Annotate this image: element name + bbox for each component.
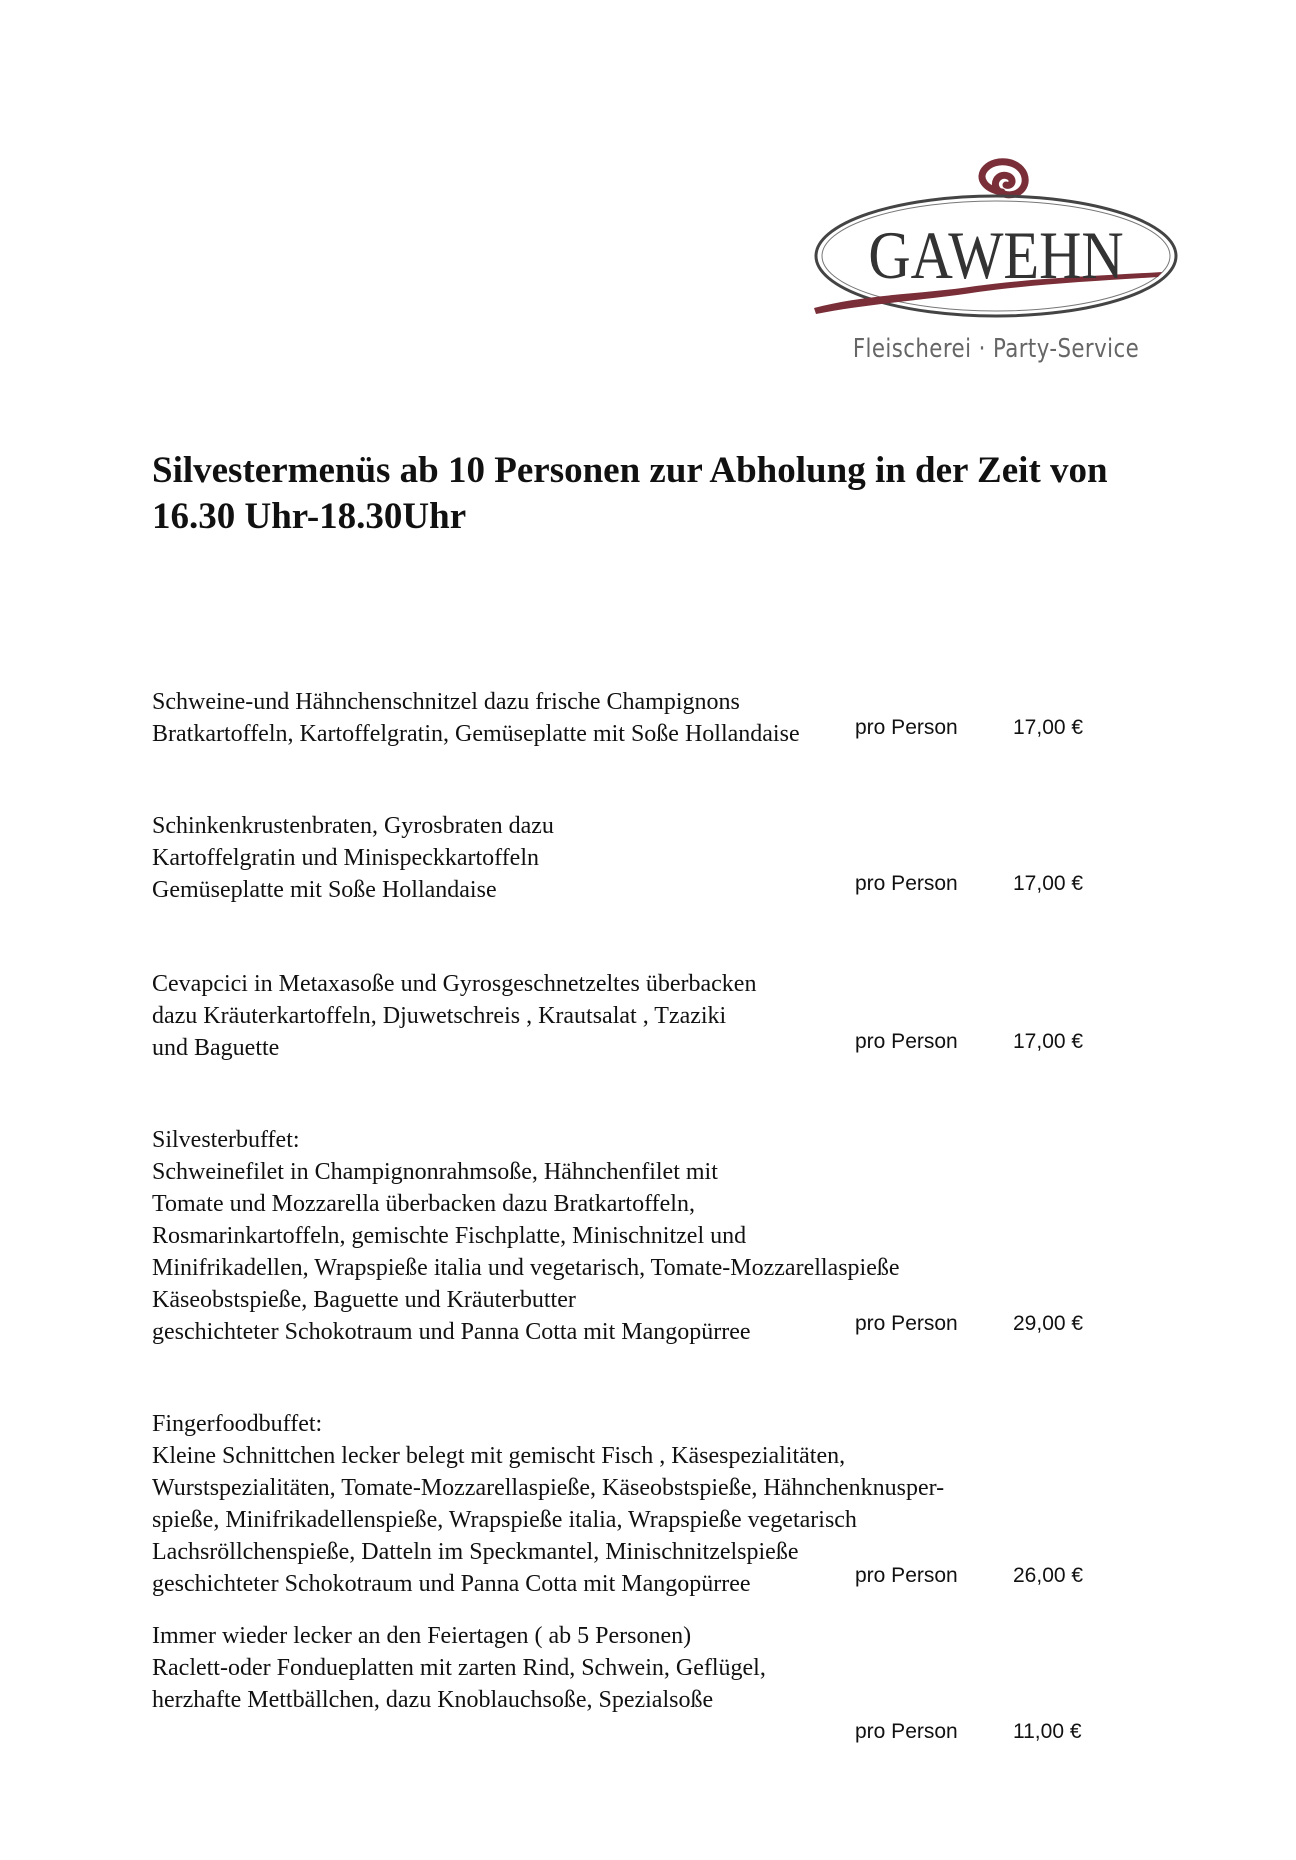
price-amount: 17,00 €: [1013, 716, 1084, 739]
price-unit: pro Person: [855, 716, 958, 739]
menu-line: Silvesterbuffet:: [152, 1127, 300, 1153]
menu-line: Wurstspezialitäten, Tomate-Mozzarellaspieße, Käseobstspieße, Hähnchenknusper-: [152, 1475, 945, 1501]
menu-line: Rosmarinkartoffeln, gemischte Fischplatte, Minischnitzel und: [152, 1223, 747, 1249]
price-unit: pro Person: [855, 1030, 958, 1053]
menu-line: geschichteter Schokotraum und Panna Cotta mit Mangopürree: [152, 1319, 751, 1345]
menu-item: [152, 1124, 1152, 1348]
menu-description: [152, 1408, 1152, 1600]
company-logo: [806, 156, 1186, 376]
swirl-icon: [982, 162, 1025, 195]
menu-line: Tomate und Mozzarella überbacken dazu Bratkartoffeln,: [152, 1191, 695, 1217]
menu-item: [152, 1620, 1152, 1743]
menu-line: Gemüseplatte mit Soße Hollandaise: [152, 877, 497, 903]
menu-description: [152, 810, 1152, 906]
menu-line: Cevapcici in Metaxasoße und Gyrosgeschnetzeltes überbacken: [152, 971, 757, 997]
price-amount: 29,00 €: [1013, 1312, 1084, 1335]
price-amount: 11,00 €: [1013, 1720, 1082, 1743]
menu-item: [152, 968, 1152, 1064]
menu-line: Schweine-und Hähnchenschnitzel dazu frische Champignons: [152, 689, 740, 715]
menu-line: geschichteter Schokotraum und Panna Cotta mit Mangopürree: [152, 1571, 751, 1597]
menu-line: Immer wieder lecker an den Feiertagen ( ab 5 Personen): [152, 1623, 692, 1649]
menu-line: Fingerfoodbuffet:: [152, 1411, 323, 1437]
menu-line: und Baguette: [152, 1035, 280, 1061]
menu-line: herzhafte Mettbällchen, dazu Knoblauchsoße, Spezialsoße: [152, 1687, 714, 1713]
menu-line: Bratkartoffeln, Kartoffelgratin, Gemüseplatte mit Soße Hollandaise: [152, 721, 800, 747]
price-unit: pro Person: [855, 1312, 958, 1335]
menu-line: Kartoffelgratin und Minispeckkartoffeln: [152, 845, 539, 871]
price-unit: pro Person: [855, 1564, 958, 1587]
price-amount: 26,00 €: [1013, 1564, 1084, 1587]
logo-subtitle: Fleischerei · Party-Service: [852, 334, 1140, 364]
brand-name: GAWEHN: [868, 216, 1124, 294]
menu-item: [152, 686, 1152, 750]
menu-description: [152, 1620, 1152, 1716]
menu-line: Käseobstspieße, Baguette und Kräuterbutter: [152, 1287, 576, 1313]
menu-line: Kleine Schnittchen lecker belegt mit gemischt Fisch , Käsespezialitäten,: [152, 1443, 846, 1469]
menu-line: Raclett-oder Fondueplatten mit zarten Rind, Schwein, Geflügel,: [152, 1655, 766, 1681]
menu-description: [152, 1124, 1152, 1348]
price-unit: pro Person: [855, 872, 958, 895]
price-amount: 17,00 €: [1013, 872, 1084, 895]
menu-item: [152, 1408, 1152, 1600]
menu-line: Schinkenkrustenbraten, Gyrosbraten dazu: [152, 813, 554, 839]
menu-description: [152, 686, 1152, 750]
menu-item: [152, 810, 1152, 906]
price-amount: 17,00 €: [1013, 1030, 1084, 1053]
menu-line: Schweinefilet in Champignonrahmsoße, Hähnchenfilet mit: [152, 1159, 718, 1185]
menu-line: spieße, Minifrikadellenspieße, Wrapspieße italia, Wrapspieße vegetarisch: [152, 1507, 857, 1533]
price-unit: pro Person: [855, 1720, 958, 1743]
menu-line: dazu Kräuterkartoffeln, Djuwetschreis , Krautsalat , Tzaziki: [152, 1003, 727, 1029]
menu-line: Minifrikadellen, Wrapspieße italia und vegetarisch, Tomate-Mozzarellaspieße: [152, 1255, 900, 1281]
logo-graphic: [806, 156, 1186, 331]
page-title: Silvestermenüs ab 10 Personen zur Abholung in der Zeit von 16.30 Uhr-18.30Uhr: [152, 450, 1108, 537]
menu-line: Lachsröllchenspieße, Datteln im Speckmantel, Minischnitzelspieße: [152, 1539, 799, 1565]
menu-description: [152, 968, 1152, 1064]
